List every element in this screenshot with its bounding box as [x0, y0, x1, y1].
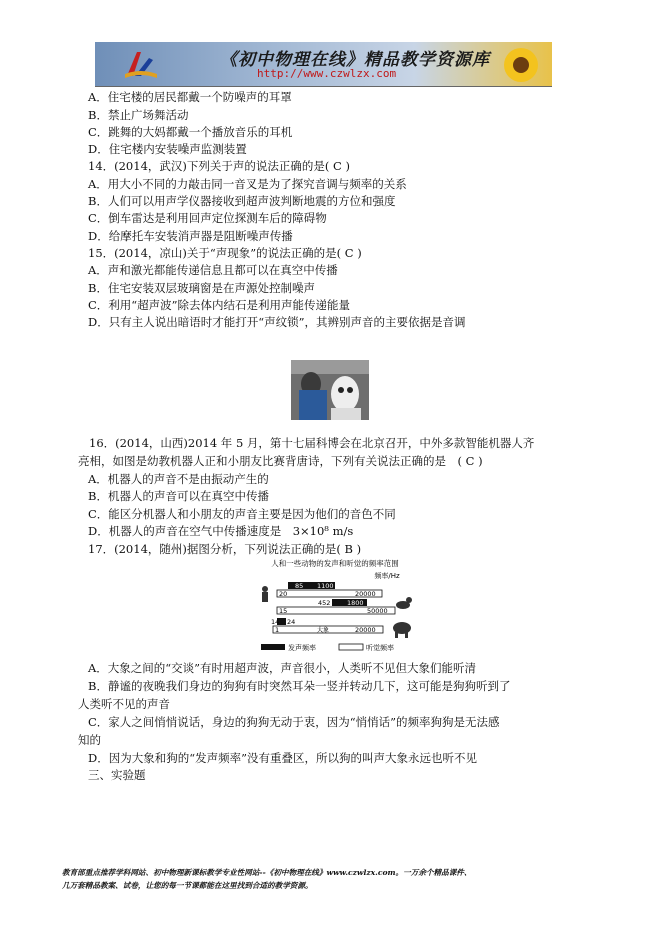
text-line: D．机器人的声音在空气中传播速度是 3×10⁸ m/s: [88, 524, 354, 538]
human-hear-min: 20: [279, 590, 288, 598]
text-line: C．倒车雷达是利用回声定位探测车后的障碍物: [88, 211, 327, 225]
text-line: C．利用“超声波”除去体内结石是利用声能传递能量: [88, 298, 351, 312]
chart-title: 人和一些动物的发声和听觉的频率范围: [271, 559, 399, 568]
dog-icon: [396, 597, 412, 609]
text-line: B．静谧的夜晚我们身边的狗狗有时突然耳朵一竖并转动几下，这可能是狗狗听到了: [88, 679, 511, 693]
text-line: C．家人之间悄悄说话，身边的狗狗无动于衷，因为“悄悄话”的频率狗狗是无法感: [88, 715, 500, 729]
frequency-chart: [255, 558, 415, 656]
footer-line-2: 几万套精品教案、试卷，让您的每一节课都能在这里找到合适的教学资源。: [62, 881, 313, 890]
text-line: 知的: [78, 733, 101, 747]
text-line: 16．(2014，山西)2014 年 5 月，第十七届科博会在北京召开，中外多款智能机器人齐: [89, 436, 535, 450]
legend-hear-swatch: [339, 644, 363, 650]
legend-emit-swatch: [261, 644, 285, 650]
text-line: 17．(2014，随州)据图分析，下列说法正确的是( B ): [88, 542, 362, 556]
text-line: 14．(2014，武汉)下列关于声的说法正确的是( C ): [88, 159, 350, 173]
text-line: C．跳舞的大妈都戴一个播放音乐的耳机: [88, 125, 293, 139]
banner-title: 《初中物理在线》精品教学资源库: [220, 50, 490, 70]
human-icon: [262, 586, 268, 602]
text-line: 人类听不见的声音: [78, 697, 170, 711]
site-logo: [123, 48, 159, 80]
human-emit-min: 85: [295, 582, 304, 590]
text-line: D．只有主人说出暗语时才能打开“声纹锁”，其辨别声音的主要依据是音调: [88, 315, 466, 329]
text-line: B．机器人的声音可以在真空中传播: [88, 489, 269, 503]
text-line: A．声和激光都能传递信息且都可以在真空中传播: [88, 263, 338, 277]
sunflower-icon: [498, 44, 544, 86]
text-line: A．机器人的声音不是由振动产生的: [88, 472, 269, 486]
elephant-icon: [393, 622, 411, 638]
text-line: 15．(2014，凉山)关于“声现象”的说法正确的是( C ): [88, 246, 362, 260]
elephant-hear-min: 1: [275, 626, 280, 634]
banner-url: http://www.czwlzx.com: [257, 67, 397, 80]
elephant-label: 大象: [317, 627, 330, 634]
elephant-emit-min: 14: [271, 618, 280, 626]
human-hear-max: 20000: [355, 590, 376, 598]
text-line: A．大象之间的“交谈”有时用超声波，声音很小，人类听不见但大象们能听清: [88, 661, 477, 675]
text-line: 三、实验题: [88, 768, 146, 782]
legend-emit-label: 发声频率: [288, 644, 316, 652]
text-line: B．住宅安装双层玻璃窗是在声源处控制噪声: [88, 281, 315, 295]
dog-hear-max: 50000: [367, 607, 388, 615]
robot-photo: [291, 360, 369, 420]
legend-hear-label: 听觉频率: [366, 644, 394, 652]
text-line: C．能区分机器人和小朋友的声音主要是因为他们的音色不同: [88, 507, 396, 521]
text-line: A．住宅楼的居民都戴一个防噪声的耳罩: [88, 90, 292, 104]
text-line: D．给摩托车安装消声器是阻断噪声传播: [88, 229, 293, 243]
dog-emit-max: 1800: [347, 599, 364, 607]
elephant-emit-max: 24: [287, 618, 296, 626]
elephant-hear-max: 20000: [355, 626, 376, 634]
text-line: B．禁止广场舞活动: [88, 108, 189, 122]
page-footer: [62, 866, 471, 892]
text-line: B．人们可以用声学仪器接收到超声波判断地震的方位和强度: [88, 194, 396, 208]
human-emit-max: 1100: [317, 582, 334, 590]
header-banner: [95, 42, 552, 87]
text-line: D．因为大象和狗的“发声频率”没有重叠区，所以狗的叫声大象永远也听不见: [88, 751, 477, 765]
dog-emit-min: 452: [318, 599, 331, 607]
chart-unit: 频率/Hz: [374, 572, 400, 580]
text-line: D．住宅楼内安装噪声监测装置: [88, 142, 247, 156]
text-line: 亮相，如图是幼教机器人正和小朋友比赛背唐诗，下列有关说法正确的是 ( C ): [78, 454, 483, 468]
footer-line-1: 教育部重点推荐学科网站、初中物理新课标教学专业性网站--《初中物理在线》www.czwlzx.com。一万余个精品课件、: [62, 868, 472, 877]
dog-hear-min: 15: [279, 607, 288, 615]
text-line: A．用大小不同的力敲击同一音叉是为了探究音调与频率的关系: [88, 177, 407, 191]
